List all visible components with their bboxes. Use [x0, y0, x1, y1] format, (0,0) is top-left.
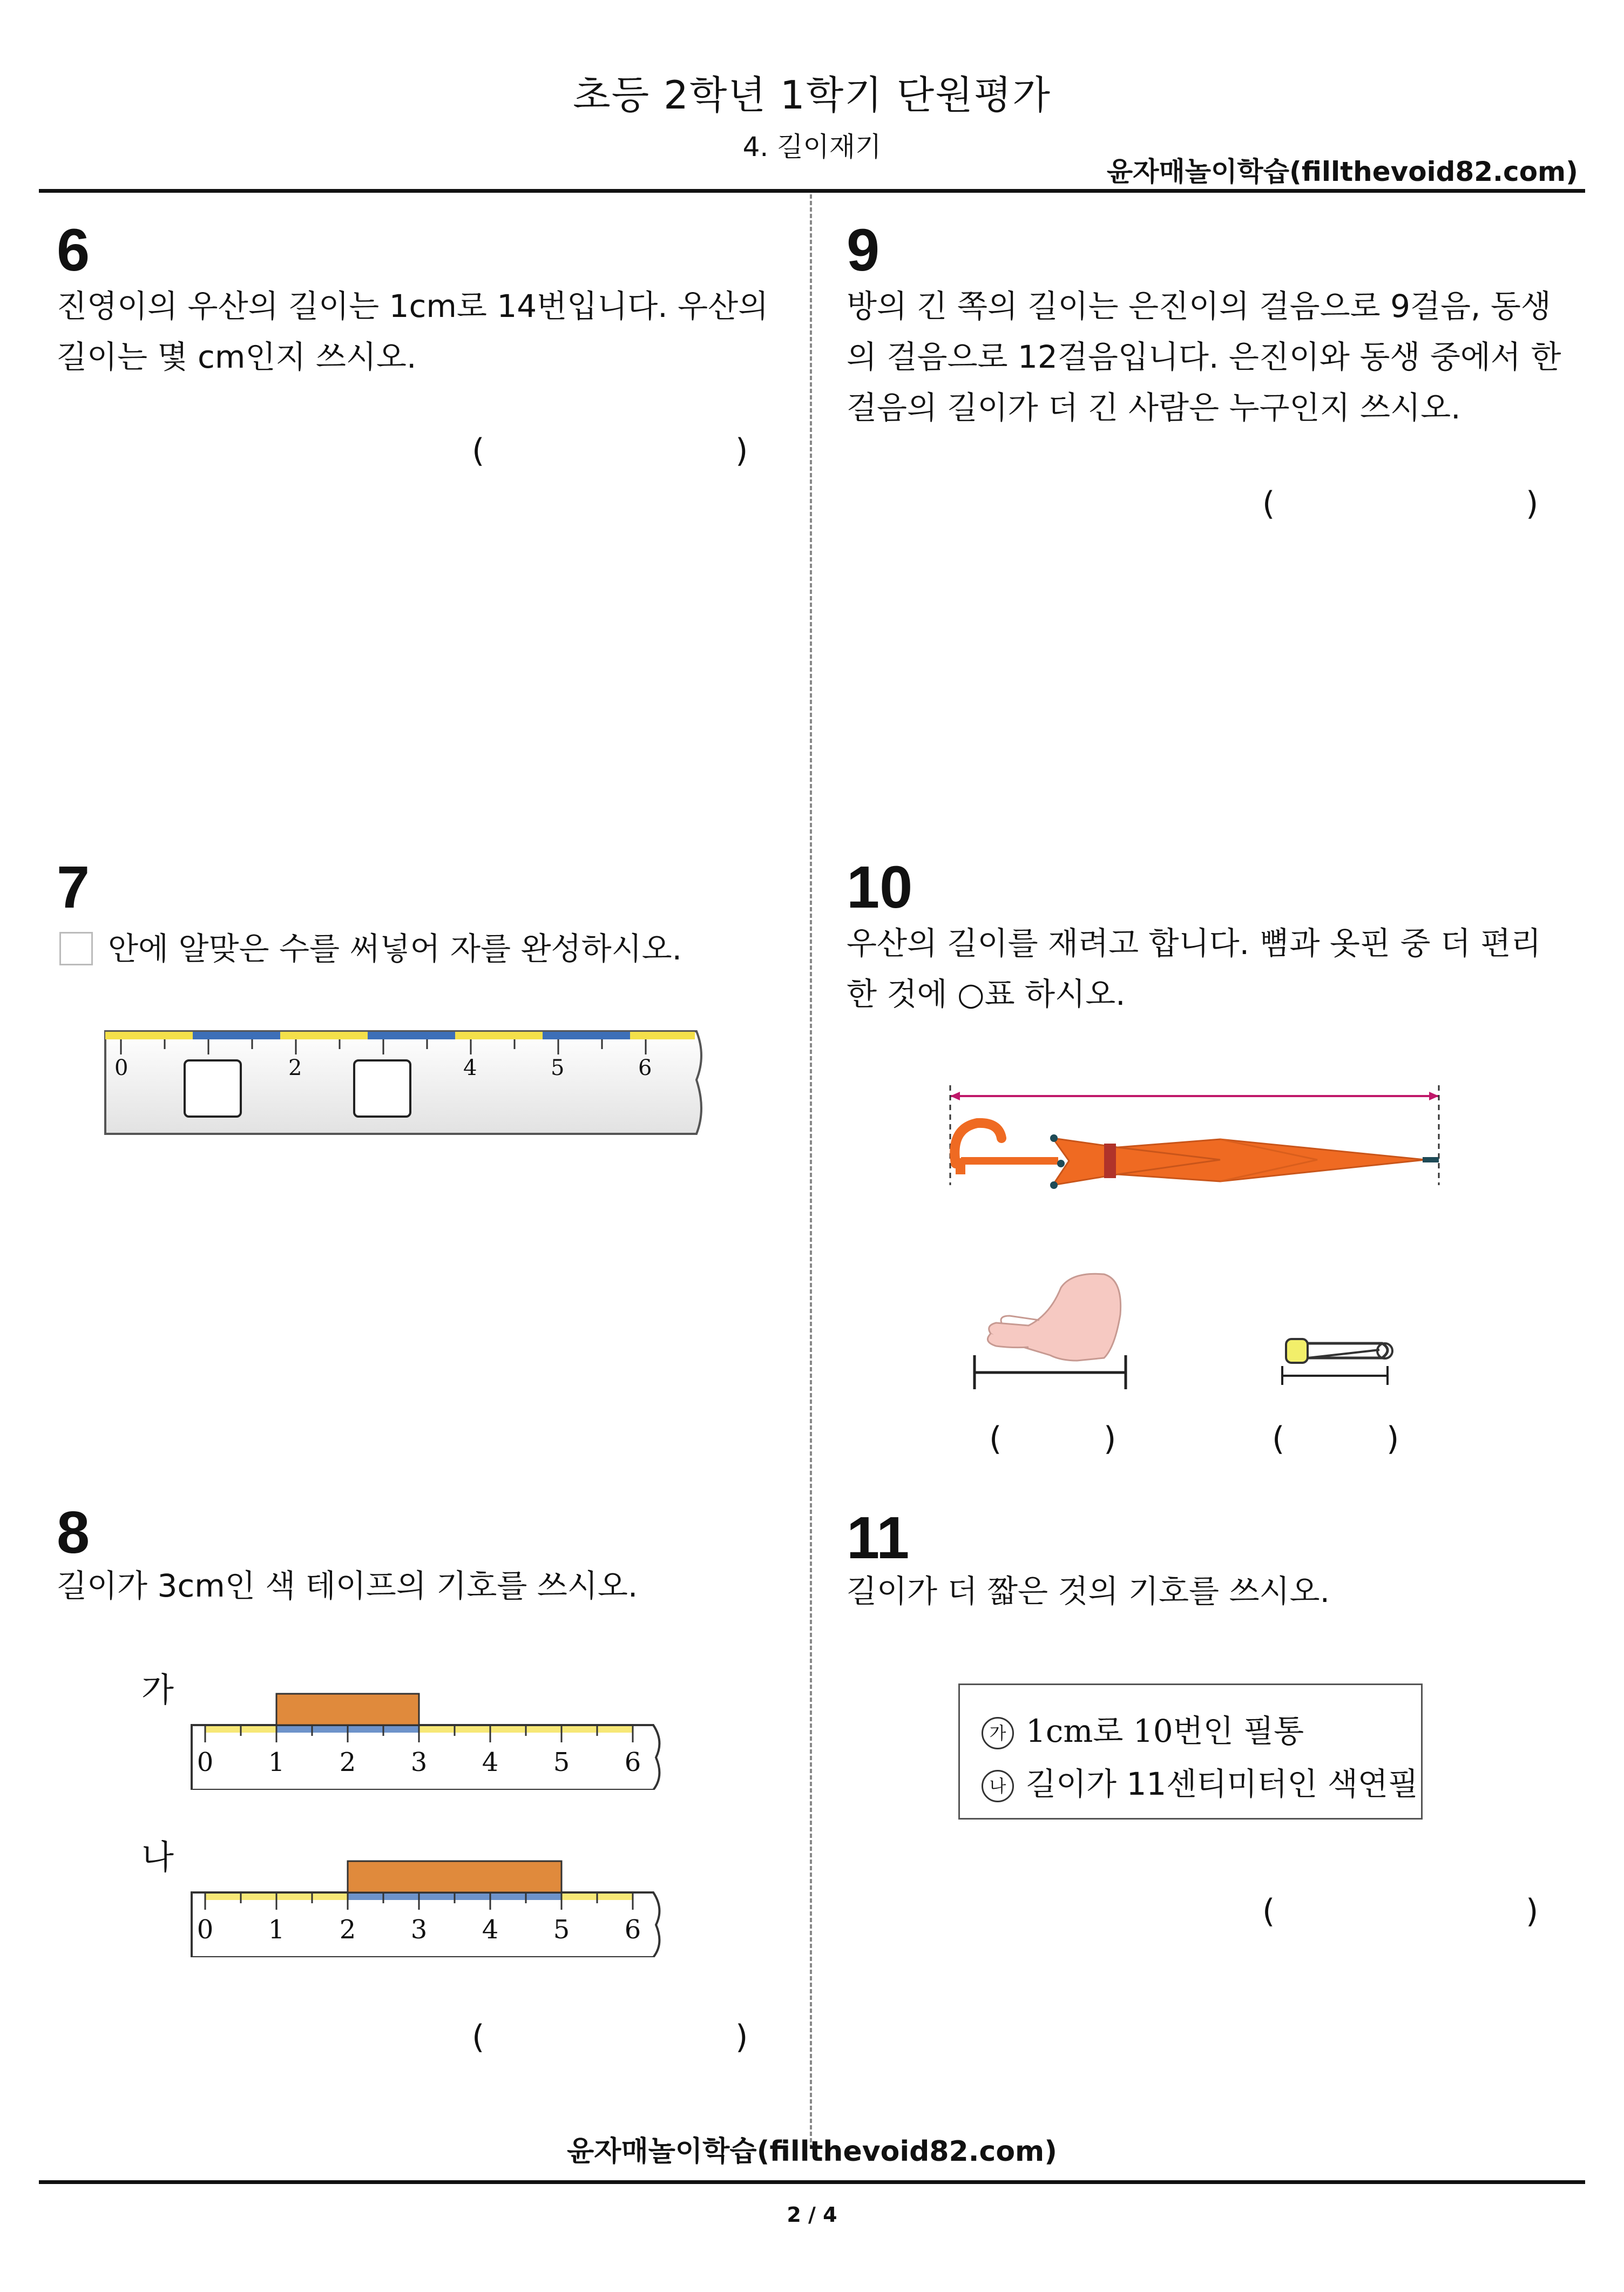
- site-credit-bottom: 윤자매놀이학습(fillthevoid82.com): [566, 2135, 1057, 2168]
- answer-8-field[interactable]: [497, 2013, 723, 2061]
- tape-a-tick-label-4: 4: [482, 1747, 499, 1777]
- tape-label-na: 나: [141, 1837, 174, 1877]
- question-6-number: 6: [57, 217, 90, 283]
- question-8-text: 길이가 3cm인 색 테이프의 기호를 쓰시오.: [57, 1567, 638, 1604]
- unit-subtitle: 4. 길이재기: [742, 131, 882, 163]
- tape-b-tick-label-5: 5: [553, 1915, 570, 1945]
- page-title: 초등 2학년 1학기 단원평가: [573, 72, 1051, 118]
- answer-11-close: ): [1526, 1892, 1539, 1930]
- circled-ga-icon: 가: [982, 1717, 1014, 1749]
- answer-6-open: (: [472, 432, 485, 470]
- answer-10b-close: ): [1386, 1420, 1399, 1458]
- ruler-b: [189, 1855, 669, 1957]
- answer-9-field[interactable]: [1285, 478, 1512, 526]
- ruler-blank-3[interactable]: [353, 1059, 411, 1118]
- compare-item-b-text: 길이가 11센티미터인 색연필: [1026, 1766, 1418, 1802]
- header-rule: [39, 189, 1585, 193]
- tape-b-tick-label-1: 1: [268, 1915, 285, 1945]
- column-divider: [810, 194, 812, 2149]
- ruler7-label-0: 0: [114, 1056, 128, 1080]
- answer-11-open: (: [1262, 1892, 1275, 1930]
- compare-box: [958, 1683, 1423, 1820]
- question-10-line2: 한 것에 ○표 하시오.: [847, 976, 1126, 1012]
- tape-a-tick-label-3: 3: [410, 1747, 428, 1777]
- question-11-text: 길이가 더 짧은 것의 기호를 쓰시오.: [847, 1573, 1330, 1610]
- answer-10a-close: ): [1104, 1420, 1116, 1458]
- ruler-blank-1[interactable]: [184, 1059, 242, 1118]
- answer-9-open: (: [1262, 485, 1275, 523]
- question-7-number: 7: [57, 854, 90, 921]
- compare-item-b: [982, 1759, 1418, 1804]
- answer-10a-open: (: [989, 1420, 1002, 1458]
- ruler7-label-6: 6: [638, 1056, 652, 1080]
- tape-a-tick-label-0: 0: [197, 1747, 214, 1777]
- ruler7-label-5: 5: [551, 1056, 565, 1080]
- answer-10-span-field[interactable]: [1010, 1415, 1096, 1463]
- question-10-text: [847, 918, 1541, 1019]
- tape-b-color-tape: [348, 1861, 561, 1892]
- safety-pin-icon: [1280, 1334, 1398, 1393]
- question-9-line3: 걸음의 길이가 더 긴 사람은 누구인지 쓰시오.: [847, 389, 1461, 426]
- question-6-line1: 진영이의 우산의 길이는 1cm로 14번입니다. 우산의: [57, 288, 769, 324]
- answer-10b-open: (: [1272, 1420, 1285, 1458]
- question-9-number: 9: [847, 217, 880, 283]
- tape-a-tick-label-2: 2: [339, 1747, 356, 1777]
- ruler7-label-2: 2: [288, 1056, 302, 1080]
- question-10-line1: 우산의 길이를 재려고 합니다. 뼘과 옷핀 중 더 편리: [847, 925, 1541, 962]
- tape-b-tick-label-2: 2: [339, 1915, 356, 1945]
- answer-6-field[interactable]: [497, 427, 723, 475]
- question-6-text: [57, 281, 768, 382]
- compare-item-a-text: 1cm로 10번인 필통: [1026, 1713, 1304, 1749]
- question-7-text: 안에 알맞은 수를 써넣어 자를 완성하시오.: [108, 930, 682, 967]
- circled-na-icon: 나: [982, 1770, 1014, 1802]
- answer-8-open: (: [472, 2018, 485, 2056]
- answer-10-pin-field[interactable]: [1293, 1415, 1379, 1463]
- tape-a-tick-label-6: 6: [624, 1747, 641, 1777]
- tape-a-tick-label-1: 1: [268, 1747, 285, 1777]
- umbrella-illustration: [939, 1074, 1452, 1215]
- answer-6-close: ): [735, 432, 748, 470]
- blank-box-icon: [59, 932, 93, 965]
- question-11-number: 11: [847, 1505, 910, 1571]
- tape-a-tick-label-5: 5: [553, 1747, 570, 1777]
- ruler-a: [189, 1687, 669, 1790]
- question-8-number: 8: [57, 1499, 90, 1566]
- ruler7-label-4: 4: [463, 1056, 477, 1080]
- page-number: 2 / 4: [787, 2203, 837, 2227]
- answer-8-close: ): [735, 2018, 748, 2056]
- site-credit-top: 윤자매놀이학습(fillthevoid82.com): [1106, 156, 1578, 187]
- question-9-line1: 방의 긴 쪽의 길이는 은진이의 걸음으로 9걸음, 동생: [847, 288, 1551, 324]
- compare-item-a: [982, 1706, 1304, 1751]
- answer-9-close: ): [1526, 485, 1539, 523]
- hand-span-icon: [969, 1266, 1131, 1396]
- tape-b-tick-label-4: 4: [482, 1915, 499, 1945]
- tape-a-color-tape: [276, 1694, 419, 1725]
- tape-label-ga: 가: [141, 1670, 174, 1709]
- question-6-line2: 길이는 몇 cm인지 쓰시오.: [57, 339, 417, 375]
- answer-11-field[interactable]: [1285, 1887, 1512, 1936]
- tape-b-tick-label-0: 0: [197, 1915, 214, 1945]
- footer-rule: [39, 2180, 1585, 2184]
- question-10-number: 10: [847, 854, 913, 921]
- tape-b-tick-label-3: 3: [410, 1915, 428, 1945]
- question-9-text: [847, 281, 1561, 433]
- question-9-line2: 의 걸음으로 12걸음입니다. 은진이와 동생 중에서 한: [847, 339, 1561, 375]
- tape-b-tick-label-6: 6: [624, 1915, 641, 1945]
